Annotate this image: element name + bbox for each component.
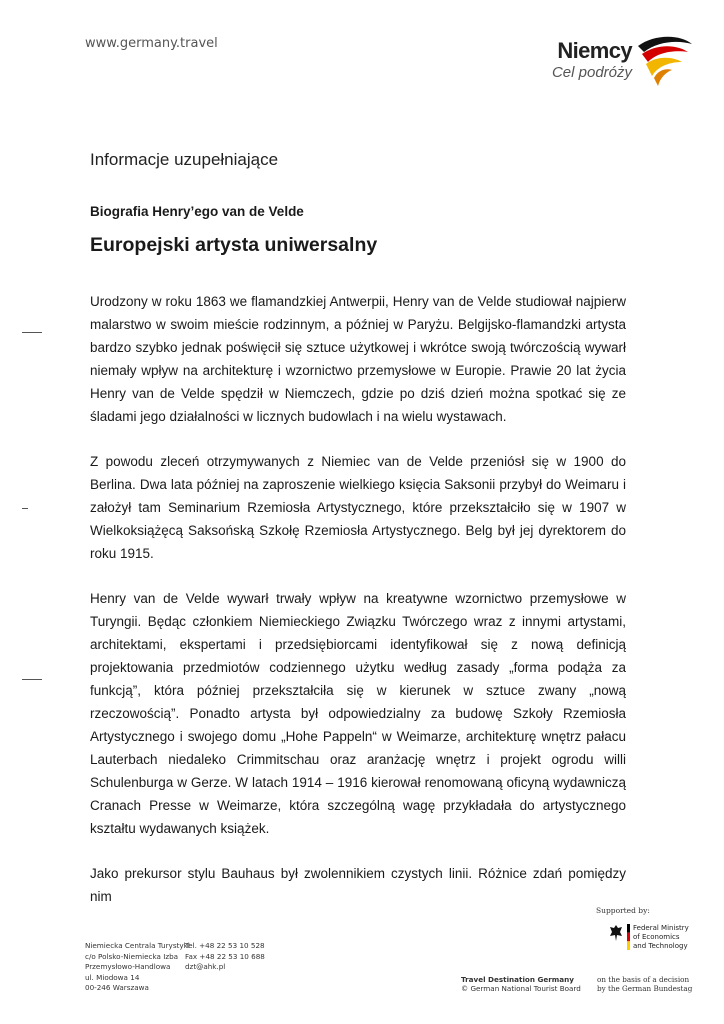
tdg-subtitle: © German National Tourist Board xyxy=(461,984,581,993)
ministry-name: Federal Ministry of Economics and Technology xyxy=(633,924,689,950)
footer-address: Niemiecka Centrala Turystyki c/o Polsko-Niemiecka Izba Przemysłowo-Handlowa ul. Miodowa 14 00-246 Warszawa xyxy=(85,941,190,992)
fold-mark-bottom xyxy=(22,679,42,680)
brand-wordmark xyxy=(548,40,632,81)
supported-by-label: Supported by: xyxy=(596,906,650,915)
document-title: Europejski artysta uniwersalny xyxy=(90,234,378,256)
punch-mark xyxy=(22,508,28,509)
document-subtitle: Biografia Henry’ego van de Velde xyxy=(90,204,304,219)
fold-mark-top xyxy=(22,332,42,333)
paragraph-2: Z powodu zleceń otrzymywanych z Niemiec van de Velde przeniósł się w 1900 do Berlina. Dwa lata później na zaproszenie wielkiego księcia Saksonii przybył do Weimaru i założył tam Seminarium Rzemiosła Artystycznego, które przekształciło się w 1907 w Wielkoksiążęcą Saksońską Szkołę Rzemiosła Artystycznego. Belg był jej dyrektorem do roku 1915. xyxy=(90,454,626,561)
paragraph-4: Jako prekursor stylu Bauhaus był zwolennikiem czystych linii. Różnice zdań pomiędzy nim xyxy=(90,866,626,904)
bundestag-note: on the basis of a decision by the German Bundestag xyxy=(597,975,693,993)
germany-swoosh-logo-icon xyxy=(632,32,696,92)
tdg-title: Travel Destination Germany xyxy=(461,975,574,984)
paragraph-3: Henry van de Velde wywarł trwały wpływ na kreatywne wzornictwo przemysłowe w Turyngii. Będąc członkiem Niemieckiego Związku Twórczego wraz z innymi artystami, architektami, ekspertami i przedsiębiorcami identyfikował się z nową definicją projektowania przedmiotów codziennego użytku według zasady „forma podąża za funkcją”, która później przekształciła się w kierunek w sztuce zwany „nową rzeczowością”. Ponadto artysta był odpowiedzialny za budowę Szkoły Rzemiosła Artystycznego i swojego domu „Hohe Pappeln“ w Weimarze, architekturę wnętrz pałacu Lauterbach niedaleko Crimmitschau oraz aranżację wnętrz i projekt ogrodu willi Schulenburga w Gerze. W latach 1914 – 1916 kierował renomowaną oficyną wydawniczą Cranach Presse w Weimarze, która szczególną wagę przykładała do artystycznego kształtu wydawanych książek. xyxy=(90,591,626,836)
body-text xyxy=(90,290,626,906)
german-flag-bar-icon xyxy=(627,924,630,950)
brand-name: Niemcy xyxy=(557,38,632,63)
section-heading: Informacje uzupełniające xyxy=(90,150,279,169)
footer-contact: Tel. +48 22 53 10 528 Fax +48 22 53 10 688 dzt@ahk.pl xyxy=(185,941,265,971)
brand-tagline: Cel podróży xyxy=(551,64,632,81)
federal-eagle-icon xyxy=(609,924,623,942)
paragraph-1: Urodzony w roku 1863 we flamandzkiej Antwerpii, Henry van de Velde studiował najpierw malarstwo w swoim mieście rodzinnym, a później w Paryżu. Belgijsko-flamandzki artysta bardzo szybko jednak poświęcił się sztuce użytkowej i wkrótce swoją twórczością wywarł niemały wpływ na architekturę i wzornictwo przemysłowe w Europie. Prawie 20 lat życia Henry van de Velde spędził w Niemczech, gdzie po dziś dzień można spotkać się ze śladami jego działalności w licznych budowlach i na wielu wystawach. xyxy=(90,294,626,424)
tdg-credit xyxy=(461,975,581,993)
website-url[interactable]: www.germany.travel xyxy=(85,36,218,51)
